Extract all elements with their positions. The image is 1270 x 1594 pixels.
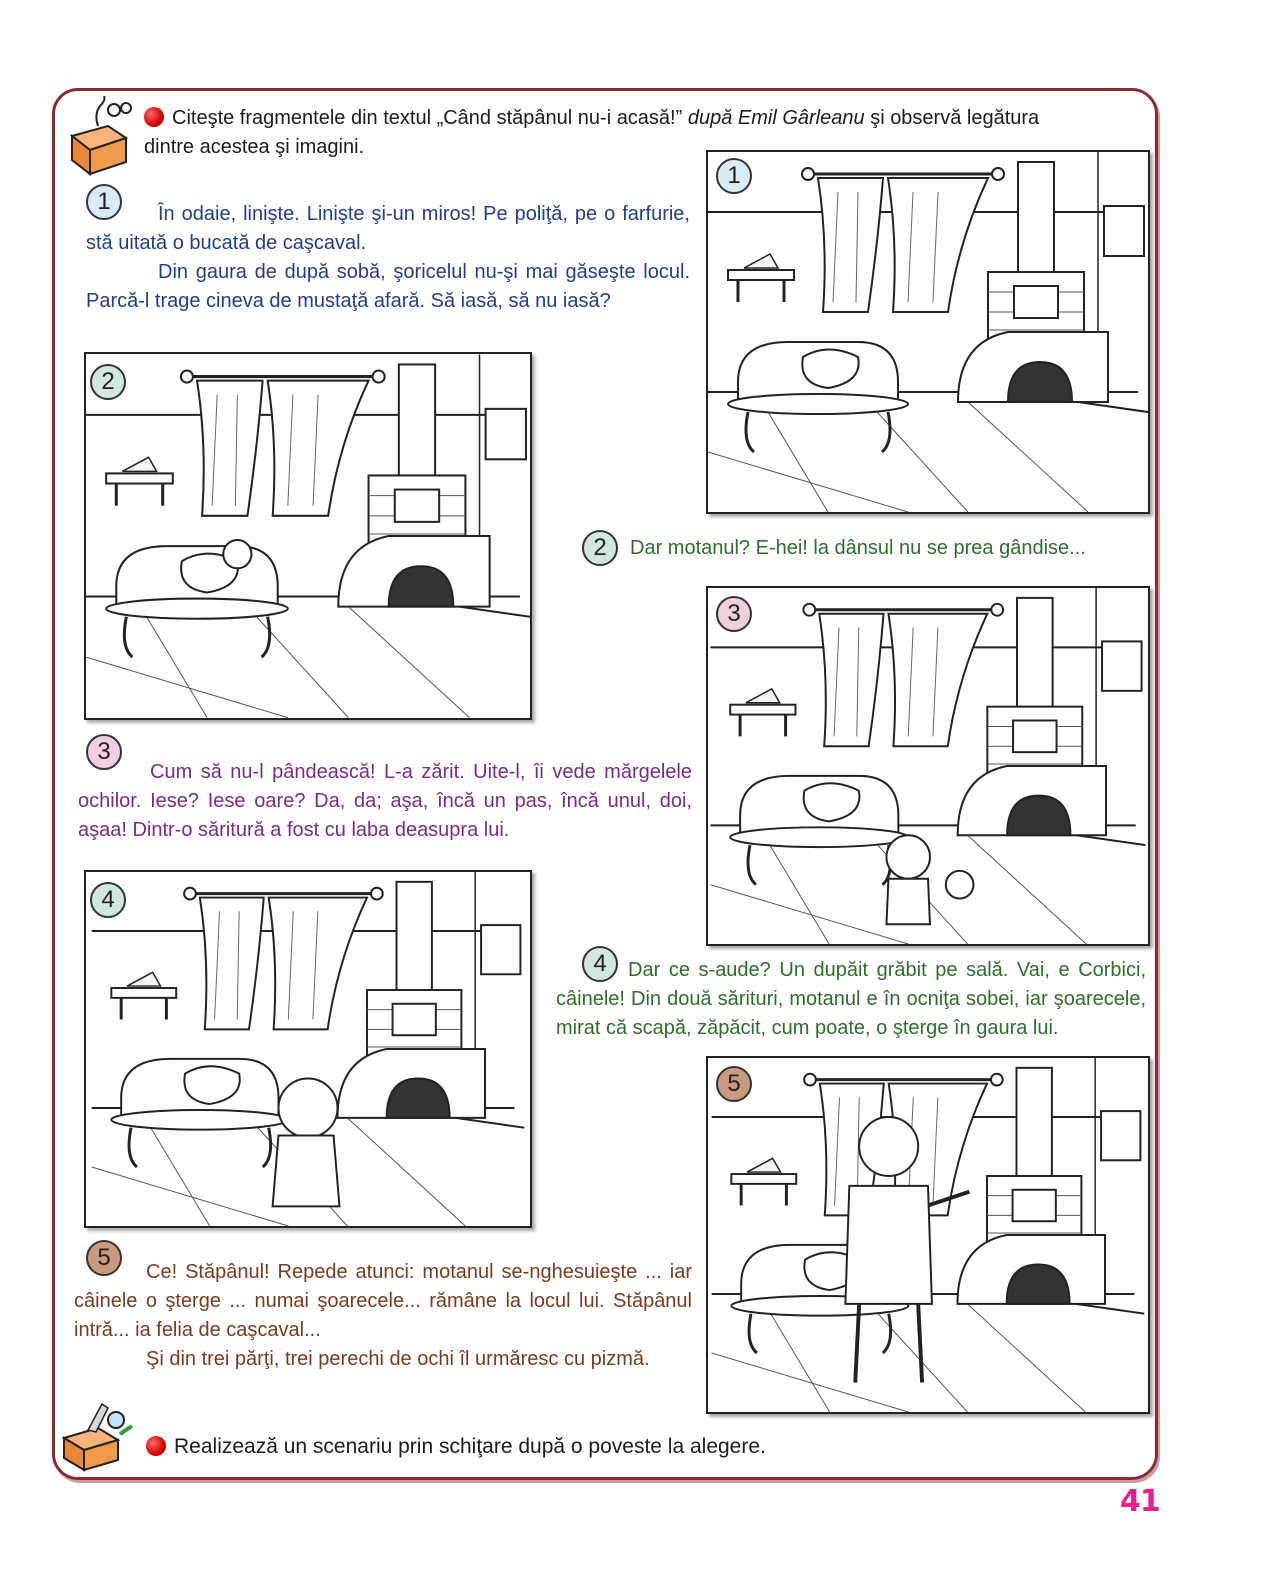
fragment-2-text: Dar motanul? E-hei! la dânsul nu se prea gândise... bbox=[630, 537, 1086, 559]
number-badge-picture-5: 5 bbox=[716, 1066, 752, 1102]
number-badge-fragment-3: 3 bbox=[86, 734, 122, 770]
instruction-top-author: după Emil Gârleanu bbox=[687, 107, 865, 129]
illustration-5 bbox=[706, 1056, 1150, 1414]
instruction-bottom bbox=[146, 1432, 1046, 1462]
number-badge-picture-1: 1 bbox=[716, 158, 752, 194]
fragment-3-text bbox=[78, 758, 692, 845]
fragment-5-paragraph-2: Şi din trei părţi, trei perechi de ochi îl urmăresc cu pizmă. bbox=[146, 1348, 650, 1370]
number-badge-fragment-4: 4 bbox=[582, 946, 618, 982]
fragment-4-text bbox=[556, 956, 1146, 1043]
number-badge-fragment-2: 2 bbox=[582, 530, 618, 566]
page-number: 41 bbox=[1120, 1484, 1160, 1519]
fragment-1-text bbox=[86, 200, 690, 316]
illustration-4 bbox=[84, 870, 532, 1228]
fragment-4-paragraph-1: Dar ce s-aude? Un dupăit grăbit pe sală. Vai, e Corbici, câinele! Din două sărituri, motanul e în ocniţa sobei, iar şoarecele, mirat că scapă, zăpăcit, cum poate, o şterge în gaura lui. bbox=[556, 959, 1146, 1039]
instruction-bottom-text: Realizează un scenariu prin schiţare după o poveste la alegere. bbox=[174, 1435, 766, 1458]
red-bullet-icon bbox=[144, 107, 164, 127]
number-badge-fragment-5: 5 bbox=[86, 1240, 122, 1276]
instruction-top-rest: şi observă legătura dintre acestea şi imagini. bbox=[144, 107, 1040, 158]
illustration-3 bbox=[706, 586, 1150, 946]
fragment-1-paragraph-1: În odaie, linişte. Linişte şi-un miros! Pe poliţă, pe o farfurie, stă uitată o bucată de caşcaval. bbox=[86, 203, 690, 254]
instruction-top-title: Citeşte fragmentele din textul „Când stăpânul nu-i acasă!” bbox=[172, 107, 683, 129]
number-badge-picture-2: 2 bbox=[90, 364, 126, 400]
fragment-1-paragraph-2: Din gaura de după sobă, şoricelul nu-şi mai găseşte locul. Parcă-l trage cineva de mustaţă afară. Să iasă, să nu iasă? bbox=[86, 261, 690, 312]
illustration-2 bbox=[84, 352, 532, 720]
illustration-1 bbox=[706, 150, 1150, 514]
red-bullet-icon-bottom bbox=[146, 1436, 166, 1456]
box-tools-icon-bottom bbox=[58, 1400, 134, 1472]
fragment-5-text bbox=[74, 1258, 692, 1374]
fragment-3-paragraph-1: Cum să nu-l pândească! L-a zărit. Uite-l, îi vede mărgelele ochilor. Iese? Iese oare? Da, da; aşa, încă un pas, încă unul, doi, aşaa! Dintr-o săritură a fost cu laba deasupra lui. bbox=[78, 761, 692, 841]
number-badge-picture-3: 3 bbox=[716, 596, 752, 632]
box-icon-top bbox=[64, 96, 134, 176]
fragment-5-paragraph-1: Ce! Stăpânul! Repede atunci: motanul se-nghesuieşte ... iar câinele o şterge ... numai şoarecele... rămâne la locul lui. Stăpânul intră... ia felia de caşcaval... bbox=[74, 1261, 692, 1341]
number-badge-fragment-1: 1 bbox=[86, 184, 122, 220]
number-badge-picture-4: 4 bbox=[90, 882, 126, 918]
